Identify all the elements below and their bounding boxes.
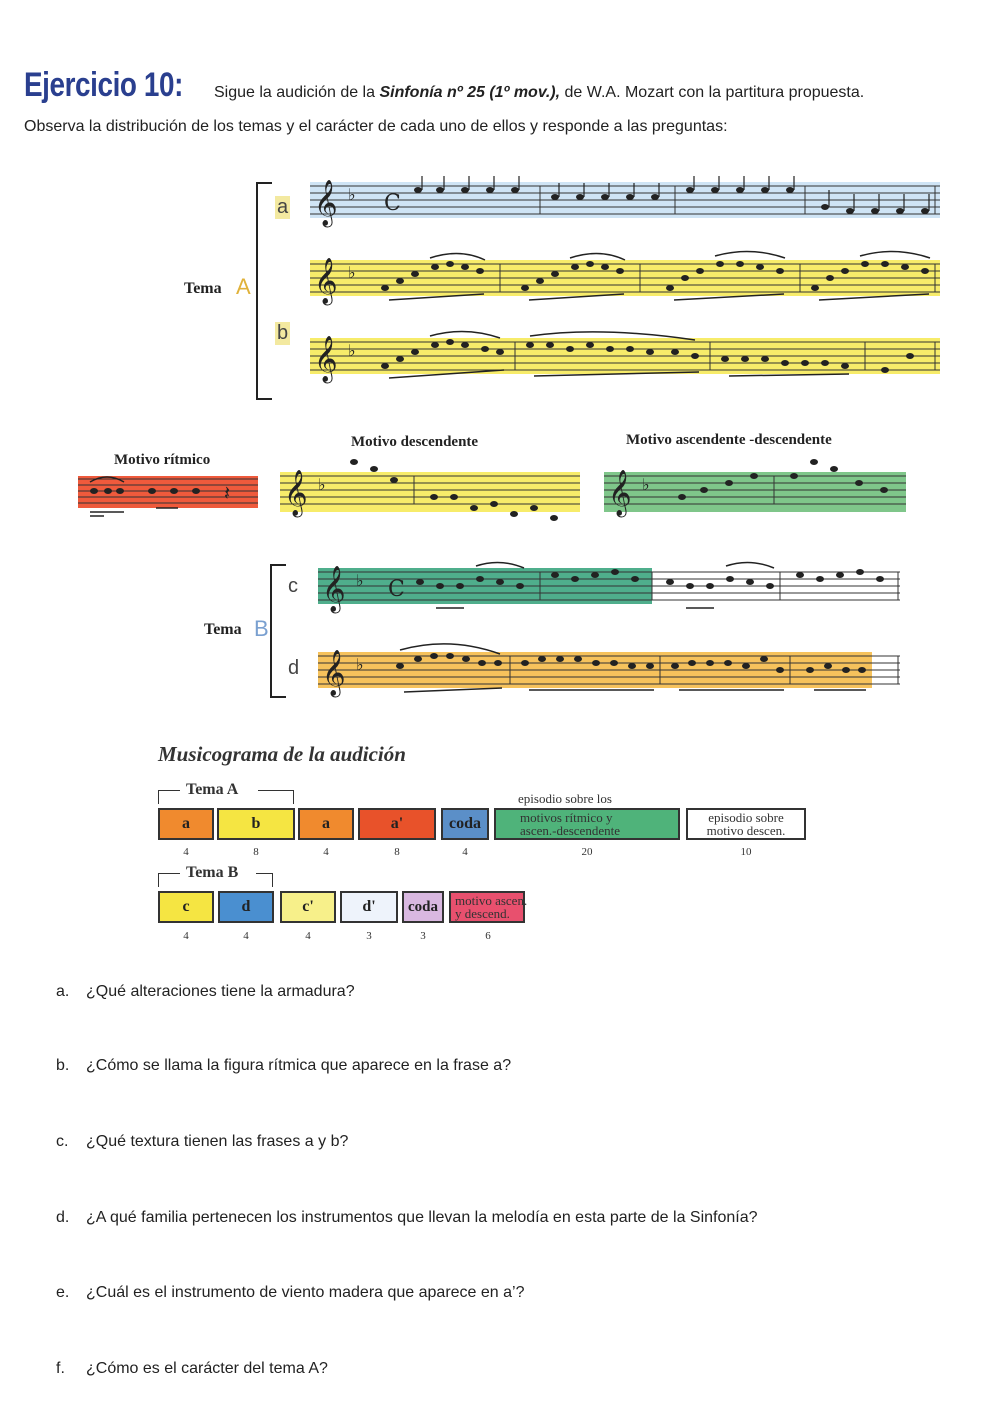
- treble-clef-icon: 𝄞: [608, 470, 632, 516]
- motivo-box-line1: motivo ascen.: [455, 893, 528, 908]
- group-a-tick-right: [293, 790, 294, 804]
- flat-icon: ♭: [348, 263, 356, 282]
- time-signature: C: [388, 577, 405, 602]
- question-b: [56, 1057, 511, 1075]
- tema-b-letter: B: [254, 616, 269, 641]
- episodio-2-line1: episodio sobre: [708, 810, 784, 825]
- num-c: 4: [183, 930, 189, 942]
- question-c-letter: c.: [56, 1133, 69, 1150]
- episodio-2-line2: motivo descen.: [706, 823, 786, 838]
- group-b-tick-left: [158, 873, 159, 887]
- question-d: [56, 1209, 758, 1227]
- tema-a-bracket: [256, 182, 272, 400]
- question-f-text: ¿Cómo es el carácter del tema A?: [86, 1360, 328, 1377]
- box-b: b: [217, 808, 295, 840]
- group-b-label: Tema B: [186, 864, 239, 881]
- treble-clef-icon: 𝄞: [314, 180, 338, 226]
- box-d-prime: d': [340, 891, 398, 923]
- treble-clef-icon: 𝄞: [284, 470, 308, 516]
- flat-icon: ♭: [356, 655, 364, 674]
- motivo-asc-desc-label: Motivo ascendente -descendente: [626, 432, 832, 448]
- question-b-letter: b.: [56, 1057, 70, 1074]
- num-b: 8: [253, 846, 259, 858]
- num-episodio-2: 10: [740, 846, 752, 858]
- tema-a-letter: A: [236, 274, 251, 299]
- phrase-c-letter: c: [288, 575, 298, 597]
- question-f: [56, 1360, 328, 1378]
- tema-b-word: Tema: [204, 621, 242, 638]
- box-a-1: a: [158, 808, 214, 840]
- box-c-prime: c': [280, 891, 336, 923]
- box-coda-1: coda: [441, 808, 489, 840]
- box-episodio-2: [686, 808, 806, 840]
- num-c-prime: 4: [305, 930, 311, 942]
- tema-b-label: [204, 621, 242, 639]
- treble-clef-icon: 𝄞: [314, 258, 338, 304]
- num-coda-1: 4: [462, 846, 468, 858]
- group-b-line-right: [256, 873, 272, 874]
- group-b-tick-right: [272, 873, 273, 887]
- phrase-a-letter: a: [277, 196, 289, 218]
- box-d: d: [218, 891, 274, 923]
- box-coda-2: coda: [402, 891, 444, 923]
- num-episodio-1: 20: [581, 846, 593, 858]
- group-a-line-right: [258, 790, 293, 791]
- box-episodio-1: [494, 808, 680, 840]
- exercise-title: Ejercicio 10:: [24, 66, 183, 104]
- treble-clef-icon: 𝄞: [322, 650, 346, 696]
- question-e-text: ¿Cuál es el instrumento de viento madera que aparece en a’?: [86, 1284, 525, 1301]
- question-b-text: ¿Cómo se llama la figura rítmica que aparece en la frase a?: [86, 1057, 512, 1074]
- num-a-1: 4: [183, 846, 189, 858]
- episodio-1-line1: motivos rítmico y: [520, 810, 613, 825]
- group-b-line-left: [158, 873, 180, 874]
- motivo-descendente-label: Motivo descendente: [351, 434, 479, 450]
- num-a-2: 4: [323, 846, 329, 858]
- episodio-1-top: episodio sobre los: [518, 791, 612, 806]
- rest-icon: 𝄽: [224, 481, 231, 505]
- episodio-1-line2: ascen.-descendente: [520, 823, 620, 838]
- group-a-line-left: [158, 790, 180, 791]
- tema-b-score: [310, 550, 910, 700]
- intro-line-2: Observa la distribución de los temas y el carácter de cada uno de ellos y responde a las preguntas:: [24, 118, 728, 135]
- question-c: [56, 1133, 348, 1151]
- group-a-label: Tema A: [186, 781, 239, 798]
- group-a-tick-left: [158, 790, 159, 804]
- time-signature: C: [384, 191, 401, 216]
- num-a-prime: 8: [394, 846, 400, 858]
- phrase-b-letter: b: [277, 322, 289, 344]
- tema-a-label: [184, 280, 222, 298]
- treble-clef-icon: 𝄞: [314, 336, 338, 382]
- question-f-letter: f.: [56, 1360, 65, 1377]
- question-d-text: ¿A qué familia pertenecen los instrumentos que llevan la melodía en esta parte de la Sinfonía?: [86, 1209, 758, 1226]
- question-d-letter: d.: [56, 1209, 70, 1226]
- intro-line-1: [214, 84, 864, 102]
- question-a-letter: a.: [56, 983, 70, 1000]
- musicograma-title: Musicograma de la audición: [158, 742, 406, 766]
- flat-icon: ♭: [348, 185, 356, 204]
- box-a-prime: a': [358, 808, 436, 840]
- flat-icon: ♭: [318, 475, 326, 494]
- tema-a-word: Tema: [184, 280, 222, 297]
- num-d-prime: 3: [366, 930, 372, 942]
- box-motivo-asc-desc: [449, 891, 528, 923]
- num-coda-2: 3: [420, 930, 426, 942]
- num-d: 4: [243, 930, 249, 942]
- motivo-ritmico-label: Motivo rítmico: [114, 452, 211, 468]
- tema-a-score: [300, 170, 950, 410]
- motivo-box-line2: y descend.: [455, 906, 510, 921]
- box-a-2: a: [298, 808, 354, 840]
- tema-b-bracket: [270, 564, 286, 698]
- work-title: Sinfonía nº 25 (1º mov.),: [379, 84, 561, 101]
- question-a: [56, 983, 355, 1001]
- question-a-text: ¿Qué alteraciones tiene la armadura?: [86, 983, 355, 1000]
- flat-icon: ♭: [348, 341, 356, 360]
- num-motivo: 6: [485, 930, 491, 942]
- intro-post: de W.A. Mozart con la partitura propuesta.: [560, 84, 865, 101]
- flat-icon: ♭: [642, 475, 650, 494]
- flat-icon: ♭: [356, 571, 364, 590]
- motives-score: [74, 450, 914, 530]
- phrase-d-letter: d: [288, 657, 300, 679]
- question-e: [56, 1284, 524, 1302]
- box-c: c: [158, 891, 214, 923]
- treble-clef-icon: 𝄞: [322, 566, 346, 612]
- question-c-text: ¿Qué textura tienen las frases a y b?: [86, 1133, 349, 1150]
- question-e-letter: e.: [56, 1284, 70, 1301]
- intro-pre: Sigue la audición de la: [214, 84, 380, 101]
